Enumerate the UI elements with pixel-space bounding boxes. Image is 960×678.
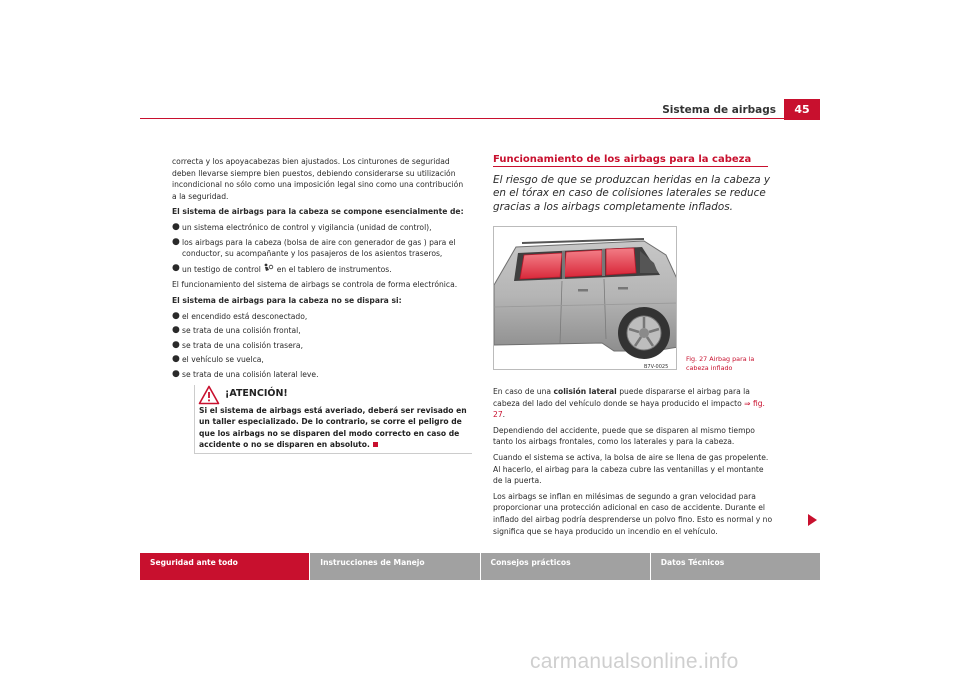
paragraph-simultaneous: Dependiendo del accidente, puede que se disparen al mismo tiempo tanto los airbags frontales, como los laterales y para la cabeza. [493, 425, 755, 447]
page-number-badge: 45 [784, 99, 820, 120]
bullet-icon: ● [172, 236, 180, 247]
components-list [172, 222, 470, 275]
list-item: ● se trata de una colisión frontal, [172, 325, 301, 336]
watermark: carmanualsonline.info [530, 650, 739, 673]
paragraph-side-collision: En caso de una colisión lateral puede dispararse el airbag para la cabeza del lado del vehículo donde se haya producido el impacto ⇒ fig. 27. [493, 387, 765, 420]
section-end-marker-icon [373, 442, 378, 447]
paragraph-activation: Cuando el sistema se activa, la bolsa de aire se llena de gas propelente. Al hacerlo, el airbag para la cabeza cubre las ventanillas y el montante de la puerta. [493, 452, 769, 486]
tab-datos-tecnicos[interactable]: Datos Técnicos [651, 553, 820, 580]
left-column [172, 156, 470, 385]
header-divider [140, 118, 820, 119]
list-item: ● un testigo de control en el tablero de instrumentos. [172, 262, 392, 274]
list-item: ● se trata de una colisión trasera, [172, 339, 303, 350]
list-item: ● se trata de una colisión lateral leve. [172, 368, 319, 379]
next-page-arrow-icon[interactable] [808, 514, 817, 526]
bullet-icon: ● [172, 221, 180, 232]
tab-seguridad[interactable]: Seguridad ante todo [140, 553, 309, 580]
bullet-icon: ● [172, 339, 180, 350]
not-triggered-list [172, 311, 470, 381]
list-item: ● un sistema electrónico de control y vigilancia (unidad de control), [172, 221, 432, 232]
car-side-illustration [494, 227, 677, 370]
figure-caption: Fig. 27 Airbag para la cabeza inflado [686, 355, 755, 372]
section-intro: El riesgo de que se produzcan heridas en la cabeza y en el tórax en caso de colisiones laterales se reduce gracias a los airbags completamente inflados. [493, 174, 771, 213]
heading-components: El sistema de airbags para la cabeza se compone esencialmente de: [172, 207, 464, 217]
tab-consejos[interactable]: Consejos prácticos [481, 553, 650, 580]
heading-not-triggered: El sistema de airbags para la cabeza no se dispara si: [172, 295, 402, 305]
paragraph-inflation: Los airbags se inflan en milésimas de segundo a gran velocidad para proporcionar una protección adicional en caso de accidente. Durante el inflado del airbag podría desprenderse un polvo fino. Esto es normal y no significa que se haya producido un incendio en el vehículo. [493, 491, 773, 536]
footer-navigation [140, 553, 820, 580]
section-divider [493, 166, 768, 167]
warning-title: ¡ATENCIÓN! [225, 388, 288, 399]
list-item: ● el encendido está desconectado, [172, 310, 308, 321]
list-item: ● los airbags para la cabeza (bolsa de aire con generador de gas ) para el conductor, su acompañante y los pasajeros de los asientos traseros, [172, 236, 456, 259]
paragraph-electronic-control: El funcionamiento del sistema de airbags se controla de forma electrónica. [172, 280, 458, 290]
bullet-icon: ● [172, 262, 180, 273]
running-header-title: Sistema de airbags [662, 104, 776, 116]
figure-car-airbag [493, 226, 677, 370]
bullet-icon: ● [172, 310, 180, 321]
warning-box [194, 385, 472, 454]
bullet-icon: ● [172, 354, 180, 365]
figure-reference-link[interactable]: ⇒ fig. 27 [493, 398, 765, 420]
tab-instrucciones[interactable]: Instrucciones de Manejo [310, 553, 479, 580]
paragraph-seatbelts: correcta y los apoyacabezas bien ajustados. Los cinturones de seguridad deben llevarse siempre bien puestos, debiendo considerarse su utilización incondicional no sólo como una imposición legal sino como una contribución a la seguridad. [172, 157, 464, 201]
section-title: Funcionamiento de los airbags para la cabeza [493, 154, 752, 165]
right-column [493, 386, 775, 541]
figure-code: B7V-0025 [644, 364, 669, 370]
bullet-icon: ● [172, 325, 180, 336]
warning-text: Si el sistema de airbags está averiado, deberá ser revisado en un taller especializado. De lo contrario, se corre el peligro de que los airbags no se disparen del modo correcto en caso de accidente o no se disparen en absoluto. [199, 406, 467, 449]
bullet-icon: ● [172, 368, 180, 379]
warning-triangle-icon [198, 385, 220, 405]
list-item: ● el vehículo se vuelca, [172, 354, 264, 365]
airbag-warning-light-icon [263, 263, 274, 273]
